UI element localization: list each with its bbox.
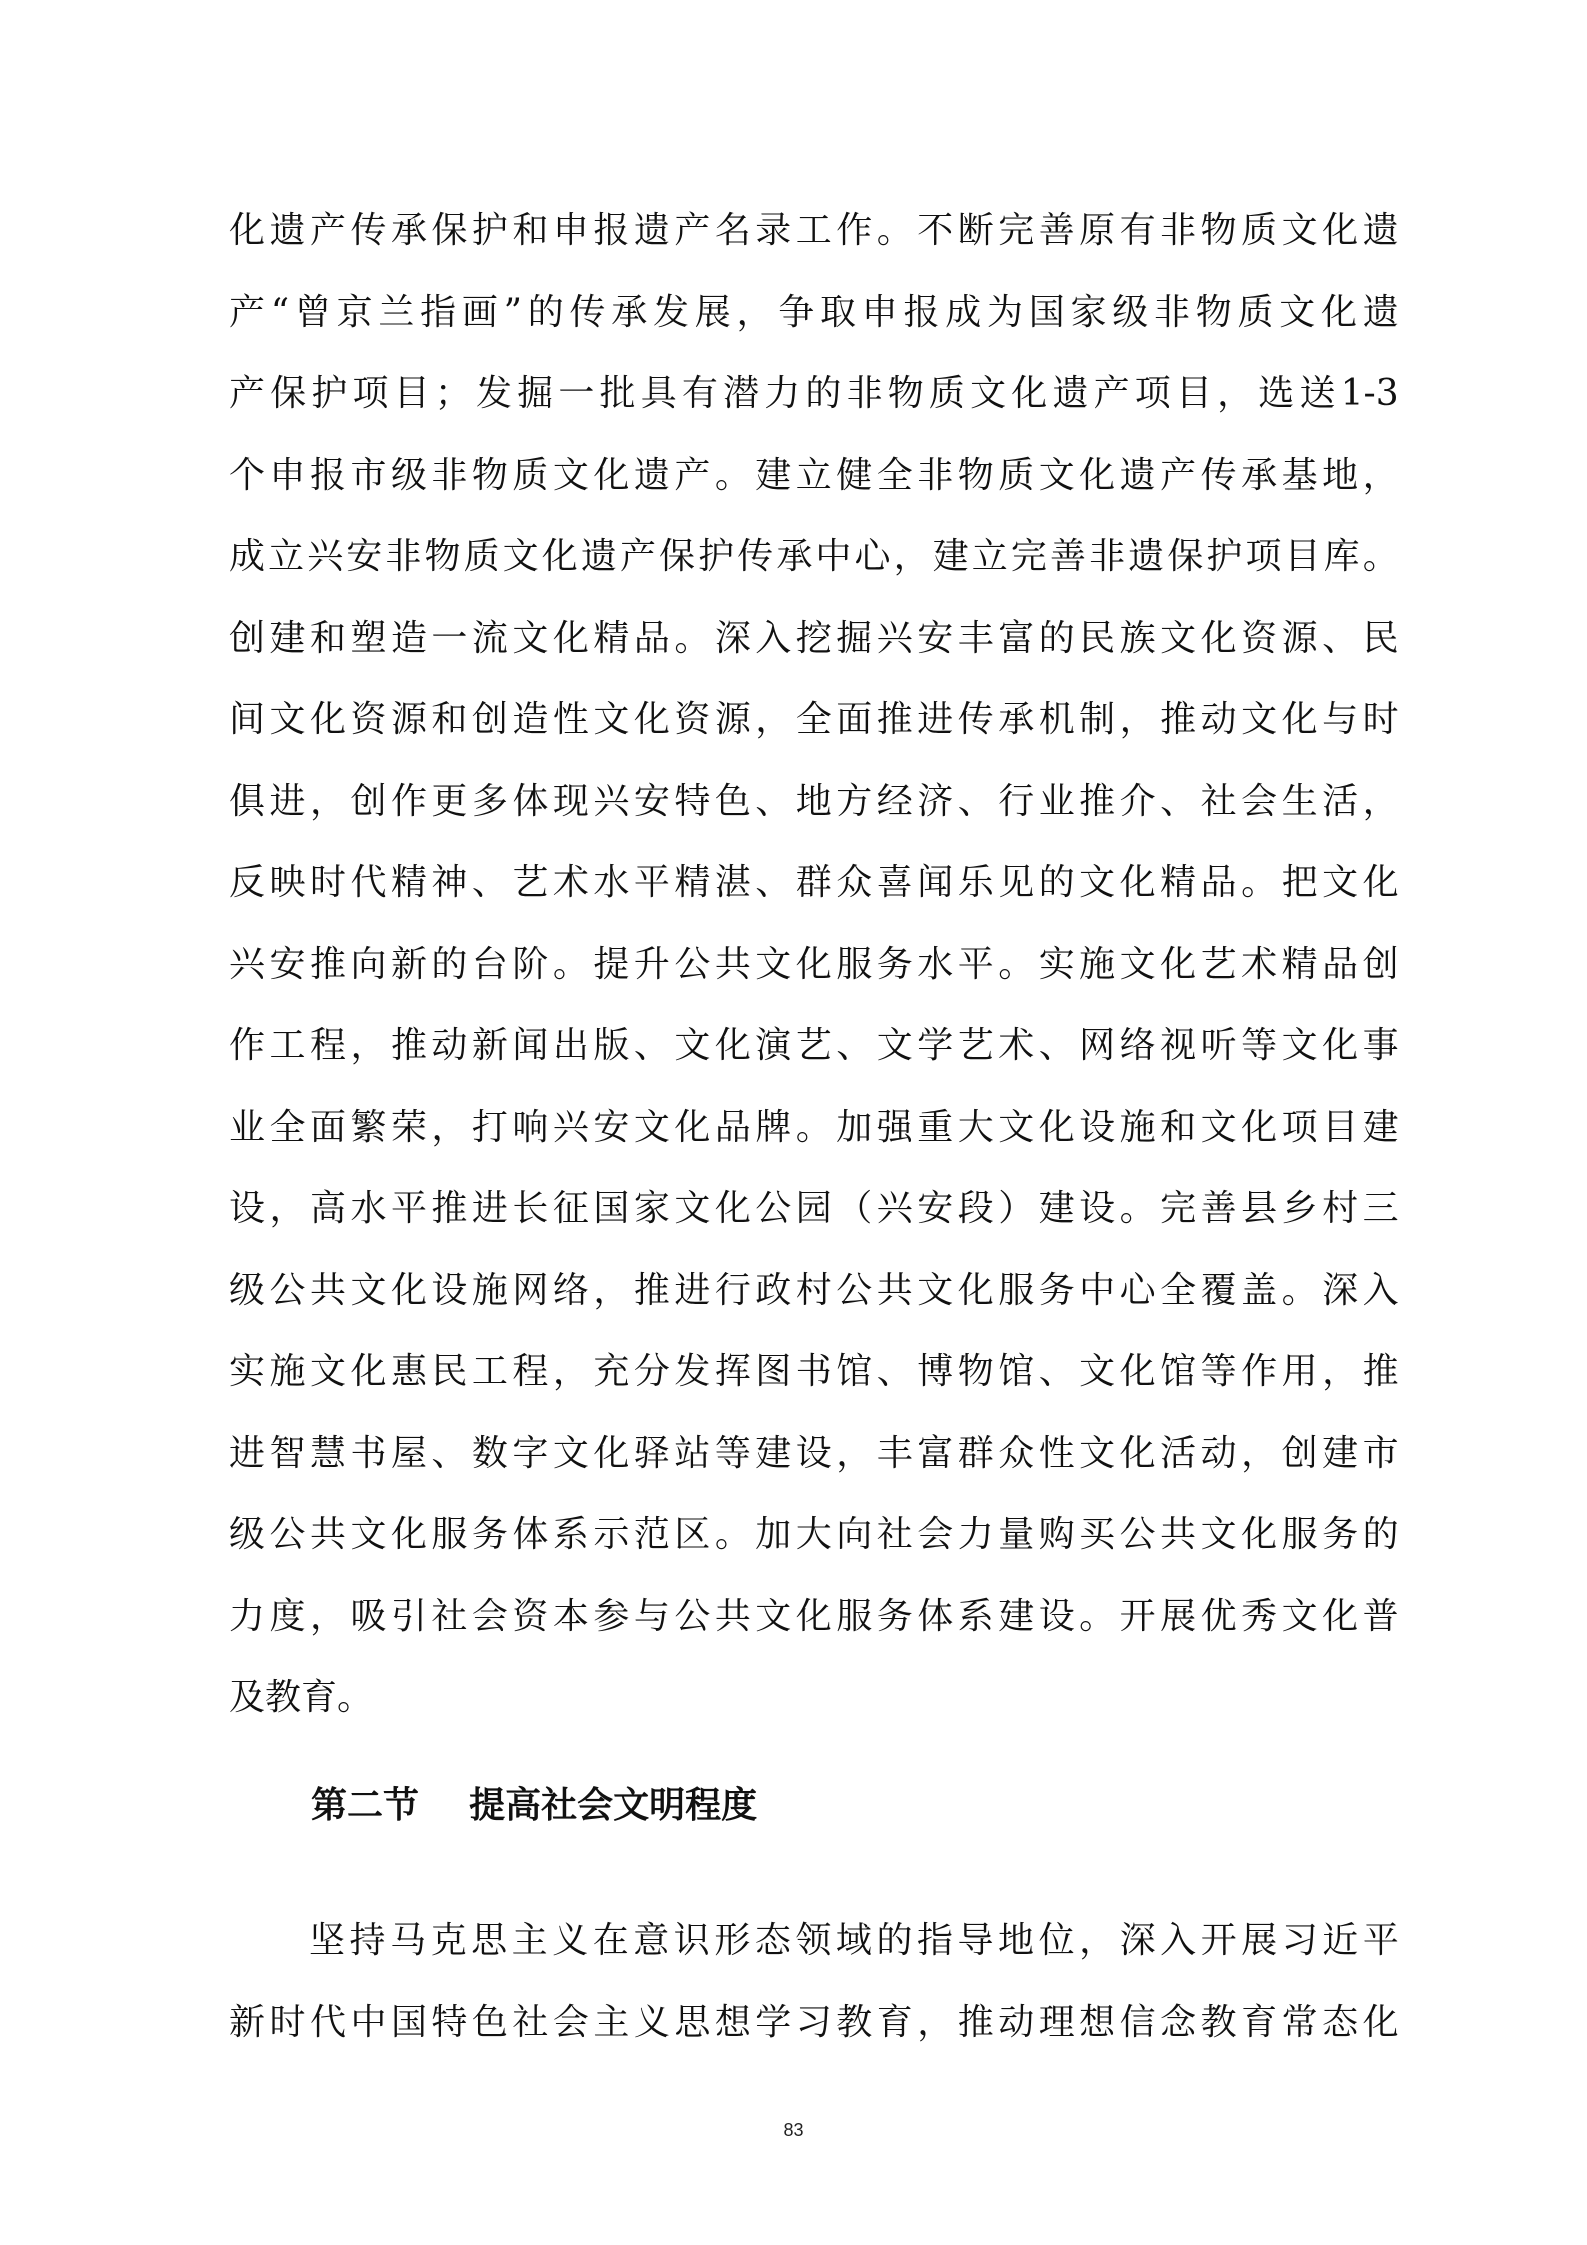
text-line: 力 度 ， 吸 引 社 会 资 本 参 与 公 共 文 化 服 务 体 系 建 设 。 开 展 优 秀 文 化 普 — [229, 1595, 1399, 1637]
text-line: 及教育。 — [229, 1677, 374, 1718]
section-heading: 第二节 提高社会文明程度 — [311, 1784, 758, 1826]
text-line: 进 智 慧 书 屋 、 数 字 文 化 驿 站 等 建 设 ， 丰 富 群 众 性 文 化 活 动 ， 创 建 市 — [229, 1432, 1399, 1474]
text-line: 实 施 文 化 惠 民 工 程 ， 充 分 发 挥 图 书 馆 、 博 物 馆 、 文 化 馆 等 作 用 ， 推 — [229, 1351, 1399, 1392]
text-line: 化 遗 产 传 承 保 护 和 申 报 遗 产 名 录 工 作 。 不 断 完 善 原 有 非 物 质 文 化 遗 — [229, 210, 1399, 251]
text-line: 坚 持 马 克 思 主 义 在 意 识 形 态 领 域 的 指 导 地 位 ， 深 入 开 展 习 近 平 — [309, 1920, 1399, 1961]
text-line: 成 立 兴 安 非 物 质 文 化 遗 产 保 护 传 承 中 心 ， 建 立 完 善 非 遗 保 护 项 目 库 。 — [229, 536, 1399, 577]
text-line: 级 公 共 文 化 服 务 体 系 示 范 区 。 加 大 向 社 会 力 量 购 买 公 共 文 化 服 务 的 — [229, 1514, 1399, 1555]
text-line: 业 全 面 繁 荣 ， 打 响 兴 安 文 化 品 牌 。 加 强 重 大 文 化 设 施 和 文 化 项 目 建 — [229, 1106, 1399, 1148]
text-line: 产 保 护 项 目 ； 发 掘 一 批 具 有 潜 力 的 非 物 质 文 化 遗 产 项 目 ， 选 送 1-3 — [229, 373, 1399, 414]
text-line: 兴 安 推 向 新 的 台 阶 。 提 升 公 共 文 化 服 务 水 平 。 实 施 文 化 艺 术 精 品 创 — [229, 943, 1399, 985]
text-line: 反 映 时 代 精 神 、 艺 术 水 平 精 湛 、 群 众 喜 闻 乐 见 的 文 化 精 品 。 把 文 化 — [229, 862, 1399, 903]
text-line: 产 “ 曾 京 兰 指 画 ” 的 传 承 发 展 ， 争 取 申 报 成 为 国 家 级 非 物 质 文 化 遗 — [229, 291, 1399, 333]
page-number: 83 — [783, 2120, 804, 2140]
text-line: 个 申 报 市 级 非 物 质 文 化 遗 产 。 建 立 健 全 非 物 质 文 化 遗 产 传 承 基 地 ， — [229, 454, 1399, 496]
text-line: 设 ， 高 水 平 推 进 长 征 国 家 文 化 公 园 （ 兴 安 段 ） 建 设 。 完 善 县 乡 村 三 — [229, 1188, 1399, 1229]
text-line: 新 时 代 中 国 特 色 社 会 主 义 思 想 学 习 教 育 ， 推 动 理 想 信 念 教 育 常 态 化 — [229, 2001, 1399, 2043]
text-line: 俱 进 ， 创 作 更 多 体 现 兴 安 特 色 、 地 方 经 济 、 行 业 推 介 、 社 会 生 活 ， — [229, 780, 1399, 822]
text-line: 级 公 共 文 化 设 施 网 络 ， 推 进 行 政 村 公 共 文 化 服 务 中 心 全 覆 盖 。 深 入 — [229, 1269, 1399, 1311]
text-line: 创 建 和 塑 造 一 流 文 化 精 品 。 深 入 挖 掘 兴 安 丰 富 的 民 族 文 化 资 源 、 民 — [229, 617, 1399, 659]
body-paragraph-1 — [229, 190, 1399, 1739]
body-paragraph-2 — [229, 1900, 1399, 2063]
text-line: 作 工 程 ， 推 动 新 闻 出 版 、 文 化 演 艺 、 文 学 艺 术 、 网 络 视 听 等 文 化 事 — [229, 1025, 1399, 1066]
text-line: 间 文 化 资 源 和 创 造 性 文 化 资 源 ， 全 面 推 进 传 承 机 制 ， 推 动 文 化 与 时 — [229, 699, 1399, 740]
